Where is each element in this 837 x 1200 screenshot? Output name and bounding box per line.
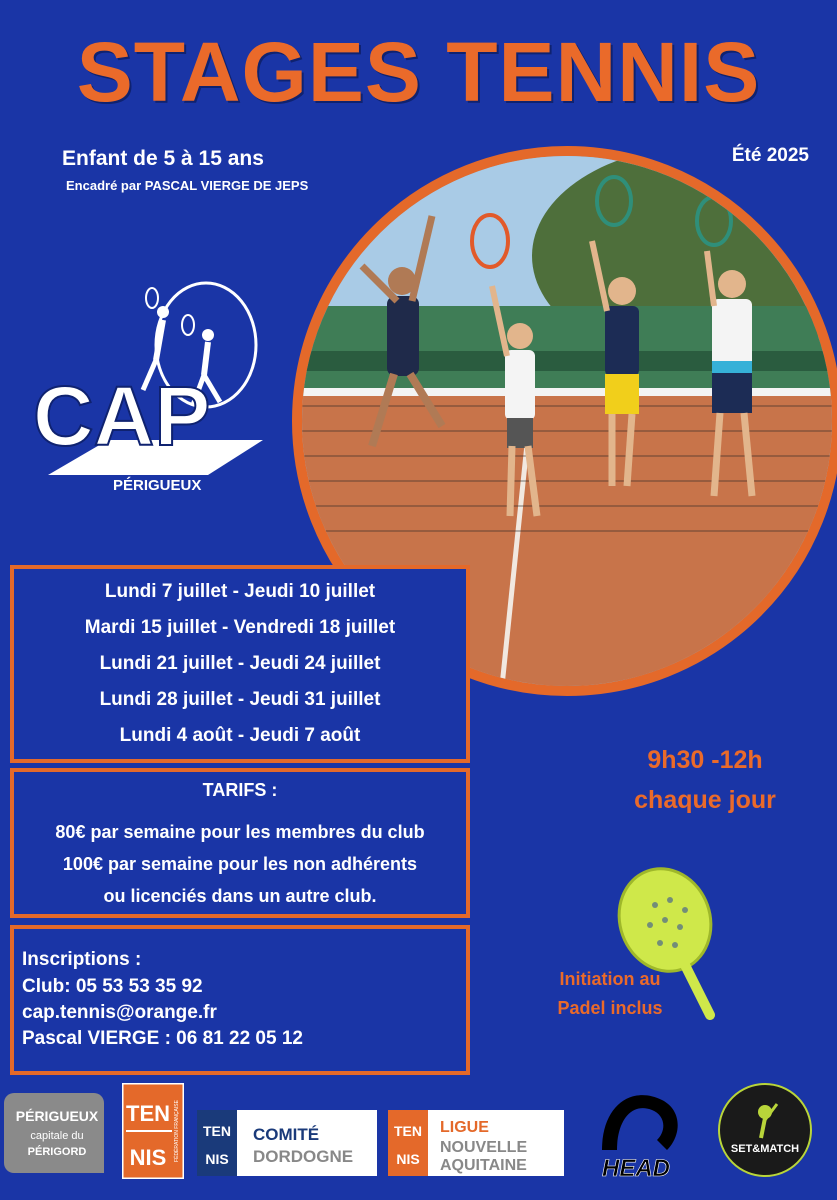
coach-line: Encadré par PASCAL VIERGE DE JEPS bbox=[66, 178, 309, 193]
date-week-1: Lundi 7 juillet - Jeudi 10 juillet bbox=[104, 581, 376, 602]
head-logo bbox=[572, 1080, 700, 1180]
date-week-2: Mardi 15 juillet - Vendredi 18 juillet bbox=[84, 617, 396, 638]
tarifs-heading: TARIFS : bbox=[202, 780, 278, 800]
setmatch-text: SET&MATCH bbox=[730, 1143, 800, 1155]
perigueux-line1: capitale du bbox=[30, 1130, 84, 1142]
contact-email: cap.tennis@orange.fr bbox=[22, 1002, 217, 1023]
padel-line-1: Initiation au bbox=[559, 969, 661, 989]
fft-side: FÉDÉRATION FRANÇAISE bbox=[174, 1100, 180, 1162]
season: Été 2025 bbox=[731, 145, 809, 166]
tarif-non-members: 100€ par semaine pour les non adhérents bbox=[62, 854, 418, 874]
age-range: Enfant de 5 à 15 ans bbox=[62, 147, 264, 170]
comite-line2: DORDOGNE bbox=[253, 1147, 354, 1166]
fft-logo bbox=[122, 1083, 184, 1179]
tarifs-box bbox=[10, 768, 470, 918]
date-week-5: Lundi 4 août - Jeudi 7 août bbox=[119, 725, 361, 746]
ligue-nouvelle-aquitaine-logo bbox=[388, 1110, 564, 1176]
hours-text: 9h30 -12h bbox=[647, 746, 763, 774]
tarif-other-club: ou licenciés dans un autre club. bbox=[103, 886, 377, 906]
session-hours bbox=[590, 740, 820, 820]
fft-ten: TEN bbox=[126, 1101, 170, 1126]
set-and-match-logo bbox=[715, 1080, 815, 1180]
daily-text: chaque jour bbox=[634, 786, 776, 814]
ligue-line1: LIGUE bbox=[440, 1119, 489, 1136]
inscriptions-box bbox=[10, 925, 470, 1075]
club-phone: Club: 05 53 53 35 92 bbox=[22, 976, 203, 997]
logo-perigueux-text: PÉRIGUEUX bbox=[113, 477, 202, 494]
comite-ten: TEN bbox=[203, 1123, 231, 1139]
inscriptions-heading: Inscriptions : bbox=[22, 949, 142, 970]
ligue-ten: TEN bbox=[394, 1123, 422, 1139]
ligue-nis: NIS bbox=[396, 1151, 420, 1167]
comite-dordogne-logo bbox=[197, 1110, 377, 1176]
poster-title: STAGES TENNIS bbox=[76, 25, 761, 119]
padel-line-2: Padel inclus bbox=[557, 997, 663, 1018]
perigueux-name: PÉRIGUEUX bbox=[15, 1108, 99, 1124]
comite-nis: NIS bbox=[205, 1151, 229, 1167]
ligue-line3: AQUITAINE bbox=[440, 1157, 527, 1174]
pascal-phone: Pascal VIERGE : 06 81 22 05 12 bbox=[22, 1028, 303, 1049]
logo-cap-text: CAP bbox=[33, 369, 211, 463]
padel-info bbox=[540, 965, 680, 1023]
ligue-line2: NOUVELLE bbox=[440, 1139, 528, 1156]
date-week-3: Lundi 21 juillet - Jeudi 24 juillet bbox=[99, 653, 381, 674]
perigueux-logo bbox=[4, 1085, 110, 1181]
head-text: HEAD bbox=[601, 1155, 671, 1180]
fft-nis: NIS bbox=[129, 1145, 167, 1170]
date-week-4: Lundi 28 juillet - Jeudi 31 juillet bbox=[99, 689, 381, 710]
cap-perigueux-logo bbox=[28, 280, 278, 500]
dates-box bbox=[10, 565, 470, 763]
comite-line1: COMITÉ bbox=[253, 1125, 320, 1144]
perigueux-line2: PÉRIGORD bbox=[27, 1146, 87, 1158]
tarif-members: 80€ par semaine pour les membres du club bbox=[55, 822, 425, 842]
